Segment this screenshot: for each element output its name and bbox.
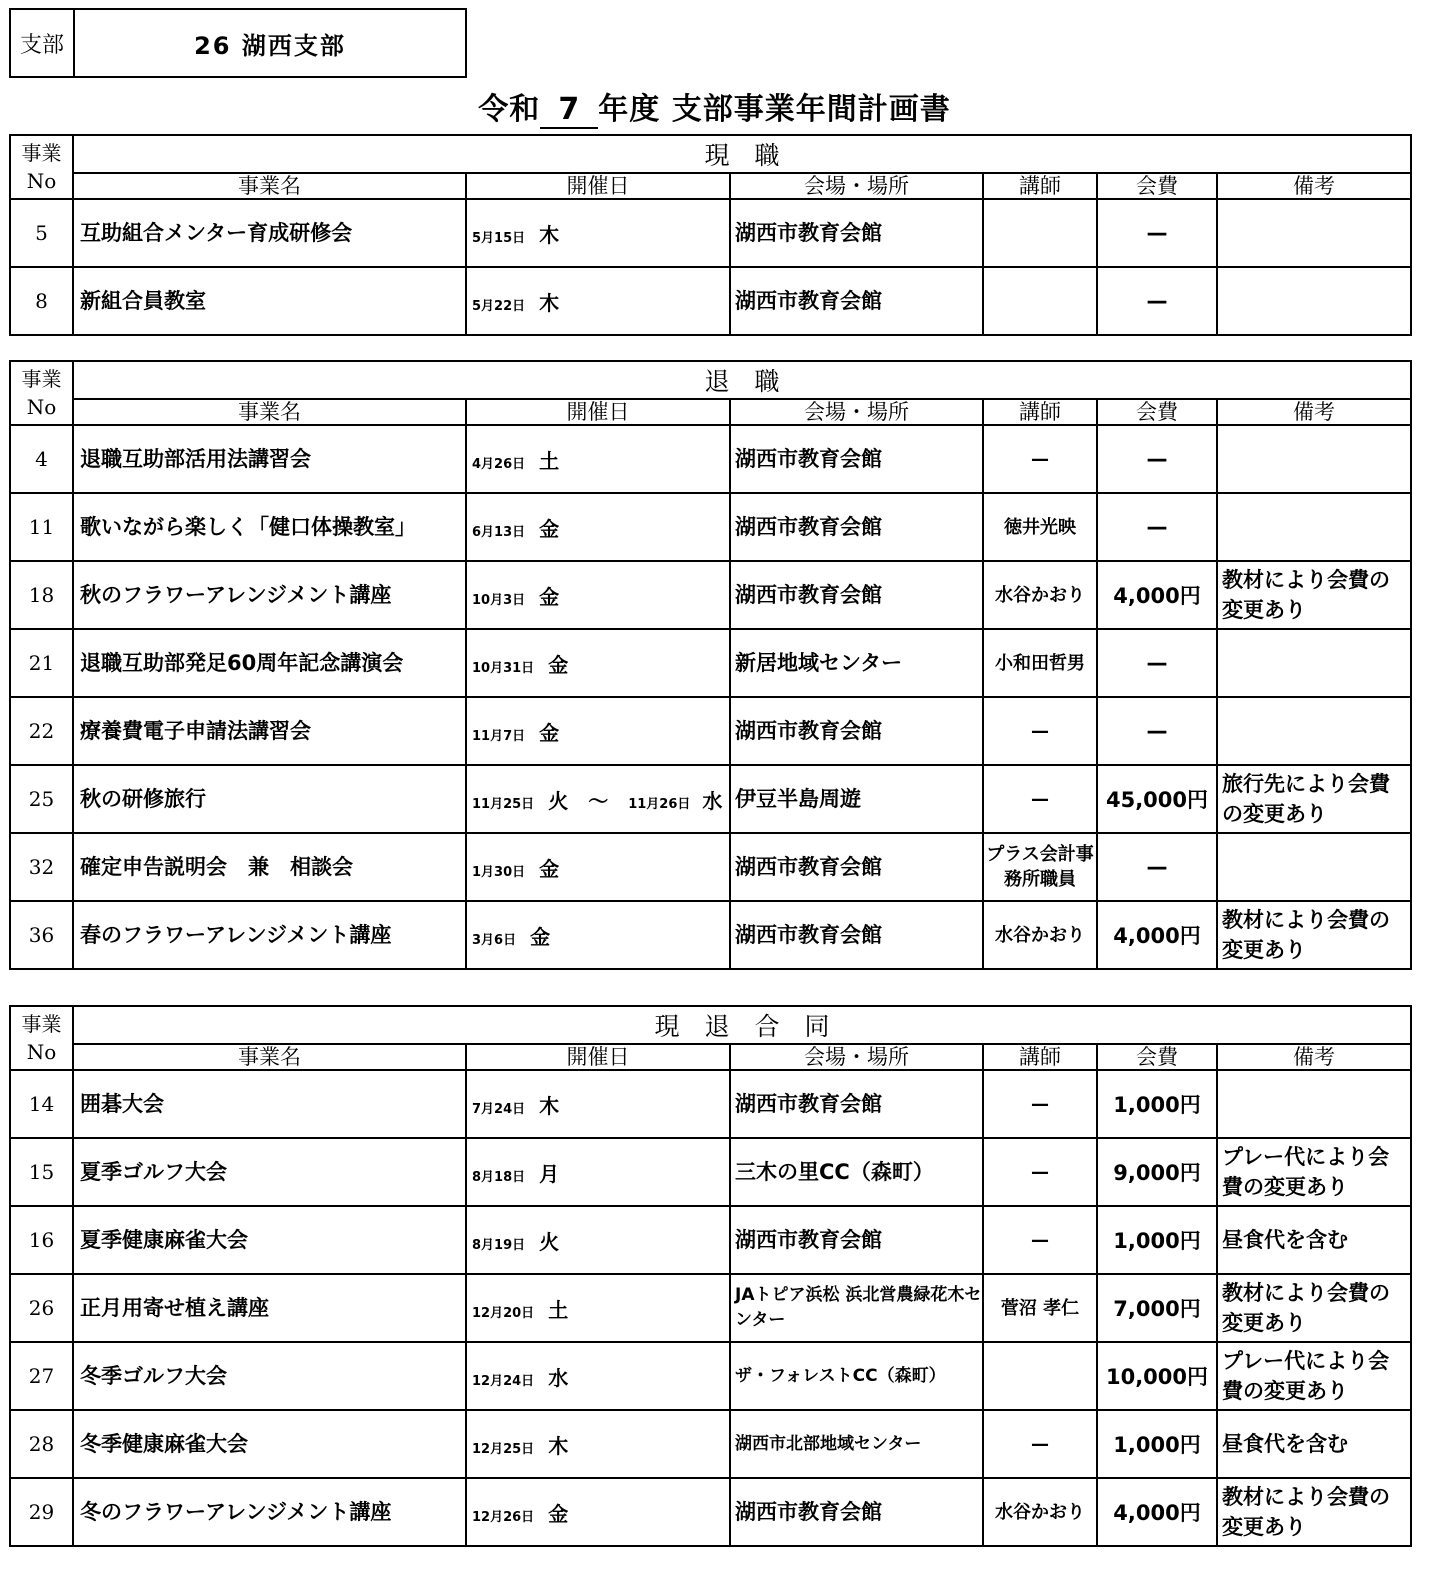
event-note	[1217, 1070, 1411, 1138]
event-no: 28	[10, 1410, 73, 1478]
table-row	[10, 629, 1411, 697]
date-end-weekday: 水	[702, 788, 723, 813]
column-header-row	[10, 173, 1411, 199]
col-header-lecturer: 講師	[983, 173, 1097, 199]
date-weekday: 水	[548, 1365, 569, 1390]
table-row	[10, 1410, 1411, 1478]
event-note	[1217, 267, 1411, 335]
event-venue: 湖西市北部地域センター	[730, 1410, 983, 1478]
table-row	[10, 199, 1411, 267]
column-header-row	[10, 399, 1411, 425]
event-venue: 湖西市教育会館	[730, 1206, 983, 1274]
date-month-day: 3月6日	[472, 932, 517, 948]
event-name: 冬のフラワーアレンジメント講座	[73, 1478, 466, 1546]
section-header-row	[10, 135, 1411, 173]
event-name: 確定申告説明会 兼 相談会	[73, 833, 466, 901]
date-month-day: 12月24日	[472, 1373, 535, 1389]
event-note: 教材により会費の変更あり	[1217, 901, 1411, 969]
event-name: 新組合員教室	[73, 267, 466, 335]
col-header-name: 事業名	[73, 173, 466, 199]
event-venue: 湖西市教育会館	[730, 561, 983, 629]
event-fee: 4,000円	[1097, 561, 1217, 629]
date-weekday: 金	[548, 652, 569, 677]
event-note: 教材により会費の変更あり	[1217, 561, 1411, 629]
col-header-note: 備考	[1217, 399, 1411, 425]
event-lecturer	[983, 267, 1097, 335]
event-no: 26	[10, 1274, 73, 1342]
event-note	[1217, 425, 1411, 493]
event-lecturer: 水谷かおり	[983, 901, 1097, 969]
date-weekday: 木	[539, 290, 560, 315]
col-header-lecturer: 講師	[983, 399, 1097, 425]
date-end-month-day: 11月26日	[628, 796, 691, 812]
event-date	[466, 629, 730, 697]
event-no: 16	[10, 1206, 73, 1274]
title-suffix: 年度 支部事業年間計画書	[598, 92, 951, 127]
branch-box	[9, 8, 467, 78]
event-no: 21	[10, 629, 73, 697]
table-row	[10, 901, 1411, 969]
date-month-day: 12月26日	[472, 1509, 535, 1525]
event-no: 29	[10, 1478, 73, 1546]
date-weekday: 火	[548, 788, 569, 813]
col-header-name: 事業名	[73, 399, 466, 425]
event-no: 5	[10, 199, 73, 267]
date-weekday: 金	[539, 584, 560, 609]
event-lecturer: 水谷かおり	[983, 1478, 1097, 1546]
event-name: 歌いながら楽しく「健口体操教室」	[73, 493, 466, 561]
date-weekday: 金	[539, 720, 560, 745]
event-venue: 湖西市教育会館	[730, 1070, 983, 1138]
event-date	[466, 1070, 730, 1138]
date-weekday: 金	[548, 1501, 569, 1526]
table-row	[10, 1342, 1411, 1410]
table-row	[10, 1206, 1411, 1274]
date-weekday: 土	[548, 1297, 569, 1322]
event-fee: —	[1097, 267, 1217, 335]
event-note: プレー代により会費の変更あり	[1217, 1138, 1411, 1206]
branch-label: 支部	[11, 10, 75, 76]
no-header	[10, 361, 73, 425]
event-venue: 湖西市教育会館	[730, 493, 983, 561]
table-row	[10, 267, 1411, 335]
col-header-date: 開催日	[466, 173, 730, 199]
event-name: 夏季健康麻雀大会	[73, 1206, 466, 1274]
event-note	[1217, 629, 1411, 697]
col-header-note: 備考	[1217, 1044, 1411, 1070]
event-fee: —	[1097, 833, 1217, 901]
event-name: 春のフラワーアレンジメント講座	[73, 901, 466, 969]
date-month-day: 10月31日	[472, 660, 535, 676]
event-fee: 7,000円	[1097, 1274, 1217, 1342]
table-row	[10, 1478, 1411, 1546]
event-date	[466, 1206, 730, 1274]
date-weekday: 木	[539, 222, 560, 247]
event-no: 8	[10, 267, 73, 335]
event-note: 教材により会費の変更あり	[1217, 1274, 1411, 1342]
event-date	[466, 901, 730, 969]
event-lecturer: —	[983, 1206, 1097, 1274]
col-header-note: 備考	[1217, 173, 1411, 199]
col-header-venue: 会場・場所	[730, 399, 983, 425]
event-lecturer: —	[983, 1410, 1097, 1478]
title-prefix: 令和	[478, 92, 541, 127]
event-name: 秋の研修旅行	[73, 765, 466, 833]
date-weekday: 木	[548, 1433, 569, 1458]
table-row	[10, 697, 1411, 765]
event-lecturer: —	[983, 425, 1097, 493]
title-year: 7	[540, 92, 598, 129]
branch-name: 26 湖西支部	[194, 31, 346, 60]
event-date	[466, 267, 730, 335]
date-weekday: 土	[539, 448, 560, 473]
section-table	[9, 360, 1412, 970]
date-weekday: 金	[539, 516, 560, 541]
table-row	[10, 833, 1411, 901]
section-title: 退 職	[73, 361, 1411, 399]
event-no: 36	[10, 901, 73, 969]
date-month-day: 1月30日	[472, 864, 526, 880]
event-no: 4	[10, 425, 73, 493]
date-month-day: 5月22日	[472, 298, 526, 314]
section-header-row	[10, 1006, 1411, 1044]
event-lecturer: 小和田哲男	[983, 629, 1097, 697]
event-date	[466, 765, 730, 833]
event-note: 昼食代を含む	[1217, 1410, 1411, 1478]
event-date	[466, 561, 730, 629]
event-venue: 湖西市教育会館	[730, 697, 983, 765]
event-lecturer: 水谷かおり	[983, 561, 1097, 629]
no-header	[10, 1006, 73, 1070]
section-title: 現 退 合 同	[73, 1006, 1411, 1044]
date-month-day: 7月24日	[472, 1101, 526, 1117]
event-note: 教材により会費の変更あり	[1217, 1478, 1411, 1546]
event-venue: ザ・フォレストCC（森町）	[730, 1342, 983, 1410]
event-date	[466, 1274, 730, 1342]
date-month-day: 5月15日	[472, 230, 526, 246]
no-header-bottom: No	[26, 1040, 57, 1064]
event-note	[1217, 833, 1411, 901]
column-header-row	[10, 1044, 1411, 1070]
event-lecturer: 菅沼 孝仁	[983, 1274, 1097, 1342]
event-note	[1217, 199, 1411, 267]
table-row	[10, 765, 1411, 833]
event-fee: 9,000円	[1097, 1138, 1217, 1206]
event-note	[1217, 493, 1411, 561]
col-header-lecturer: 講師	[983, 1044, 1097, 1070]
event-date	[466, 1478, 730, 1546]
event-fee: —	[1097, 697, 1217, 765]
event-fee: 1,000円	[1097, 1410, 1217, 1478]
event-note	[1217, 697, 1411, 765]
event-fee: —	[1097, 425, 1217, 493]
date-month-day: 4月26日	[472, 456, 526, 472]
event-fee: 45,000円	[1097, 765, 1217, 833]
col-header-venue: 会場・場所	[730, 1044, 983, 1070]
event-no: 15	[10, 1138, 73, 1206]
event-fee: —	[1097, 629, 1217, 697]
event-fee: 4,000円	[1097, 1478, 1217, 1546]
event-name: 正月用寄せ植え講座	[73, 1274, 466, 1342]
event-note: プレー代により会費の変更あり	[1217, 1342, 1411, 1410]
event-date	[466, 425, 730, 493]
section-table	[9, 1005, 1412, 1547]
event-venue: 湖西市教育会館	[730, 199, 983, 267]
col-header-name: 事業名	[73, 1044, 466, 1070]
event-venue: 湖西市教育会館	[730, 425, 983, 493]
no-header-bottom: No	[26, 169, 57, 193]
event-venue: 湖西市教育会館	[730, 833, 983, 901]
table-row	[10, 425, 1411, 493]
event-fee: —	[1097, 493, 1217, 561]
event-lecturer	[983, 199, 1097, 267]
table-row	[10, 1274, 1411, 1342]
event-venue: 湖西市教育会館	[730, 901, 983, 969]
no-header-top: 事業	[21, 367, 62, 391]
event-name: 退職互助部発足60周年記念講演会	[73, 629, 466, 697]
date-month-day: 10月3日	[472, 592, 526, 608]
event-lecturer	[983, 1342, 1097, 1410]
section-header-row	[10, 361, 1411, 399]
date-weekday: 月	[539, 1161, 560, 1186]
no-header-top: 事業	[21, 1012, 62, 1036]
event-name: 退職互助部活用法講習会	[73, 425, 466, 493]
date-month-day: 11月25日	[472, 796, 535, 812]
col-header-fee: 会費	[1097, 1044, 1217, 1070]
col-header-fee: 会費	[1097, 173, 1217, 199]
table-row	[10, 1138, 1411, 1206]
date-weekday: 金	[539, 856, 560, 881]
date-range-mark: ～	[588, 788, 609, 813]
event-venue: 湖西市教育会館	[730, 1478, 983, 1546]
section-table	[9, 134, 1412, 336]
event-venue: 新居地域センター	[730, 629, 983, 697]
event-no: 25	[10, 765, 73, 833]
table-row	[10, 1070, 1411, 1138]
col-header-fee: 会費	[1097, 399, 1217, 425]
date-month-day: 12月25日	[472, 1441, 535, 1457]
event-fee: —	[1097, 199, 1217, 267]
no-header	[10, 135, 73, 199]
event-no: 18	[10, 561, 73, 629]
date-weekday: 火	[539, 1229, 560, 1254]
date-weekday: 金	[530, 924, 551, 949]
table-row	[10, 493, 1411, 561]
date-month-day: 6月13日	[472, 524, 526, 540]
col-header-date: 開催日	[466, 1044, 730, 1070]
event-date	[466, 697, 730, 765]
event-no: 22	[10, 697, 73, 765]
event-fee: 4,000円	[1097, 901, 1217, 969]
event-name: 冬季ゴルフ大会	[73, 1342, 466, 1410]
no-header-top: 事業	[21, 141, 62, 165]
event-no: 32	[10, 833, 73, 901]
event-fee: 10,000円	[1097, 1342, 1217, 1410]
date-month-day: 12月20日	[472, 1305, 535, 1321]
date-month-day: 8月18日	[472, 1169, 526, 1185]
col-header-venue: 会場・場所	[730, 173, 983, 199]
date-month-day: 8月19日	[472, 1237, 526, 1253]
table-row	[10, 561, 1411, 629]
event-lecturer: プラス会計事務所職員	[983, 833, 1097, 901]
date-weekday: 木	[539, 1093, 560, 1118]
event-name: 冬季健康麻雀大会	[73, 1410, 466, 1478]
event-venue: JAトピア浜松 浜北営農緑花木センター	[730, 1274, 983, 1342]
event-lecturer: —	[983, 1138, 1097, 1206]
event-no: 14	[10, 1070, 73, 1138]
col-header-date: 開催日	[466, 399, 730, 425]
event-name: 囲碁大会	[73, 1070, 466, 1138]
event-name: 夏季ゴルフ大会	[73, 1138, 466, 1206]
no-header-bottom: No	[26, 395, 57, 419]
section-title: 現 職	[73, 135, 1411, 173]
event-lecturer: —	[983, 1070, 1097, 1138]
event-name: 秋のフラワーアレンジメント講座	[73, 561, 466, 629]
page-title	[0, 84, 1429, 126]
event-date	[466, 833, 730, 901]
event-lecturer: 徳井光映	[983, 493, 1097, 561]
event-lecturer: —	[983, 697, 1097, 765]
event-date	[466, 199, 730, 267]
event-note: 旅行先により会費の変更あり	[1217, 765, 1411, 833]
event-note: 昼食代を含む	[1217, 1206, 1411, 1274]
event-venue: 三木の里CC（森町）	[730, 1138, 983, 1206]
event-date	[466, 493, 730, 561]
event-venue: 湖西市教育会館	[730, 267, 983, 335]
event-date	[466, 1342, 730, 1410]
event-name: 療養費電子申請法講習会	[73, 697, 466, 765]
event-fee: 1,000円	[1097, 1206, 1217, 1274]
event-date	[466, 1138, 730, 1206]
event-date	[466, 1410, 730, 1478]
event-fee: 1,000円	[1097, 1070, 1217, 1138]
event-no: 11	[10, 493, 73, 561]
event-venue: 伊豆半島周遊	[730, 765, 983, 833]
date-month-day: 11月7日	[472, 728, 526, 744]
event-lecturer: —	[983, 765, 1097, 833]
event-name: 互助組合メンター育成研修会	[73, 199, 466, 267]
event-no: 27	[10, 1342, 73, 1410]
